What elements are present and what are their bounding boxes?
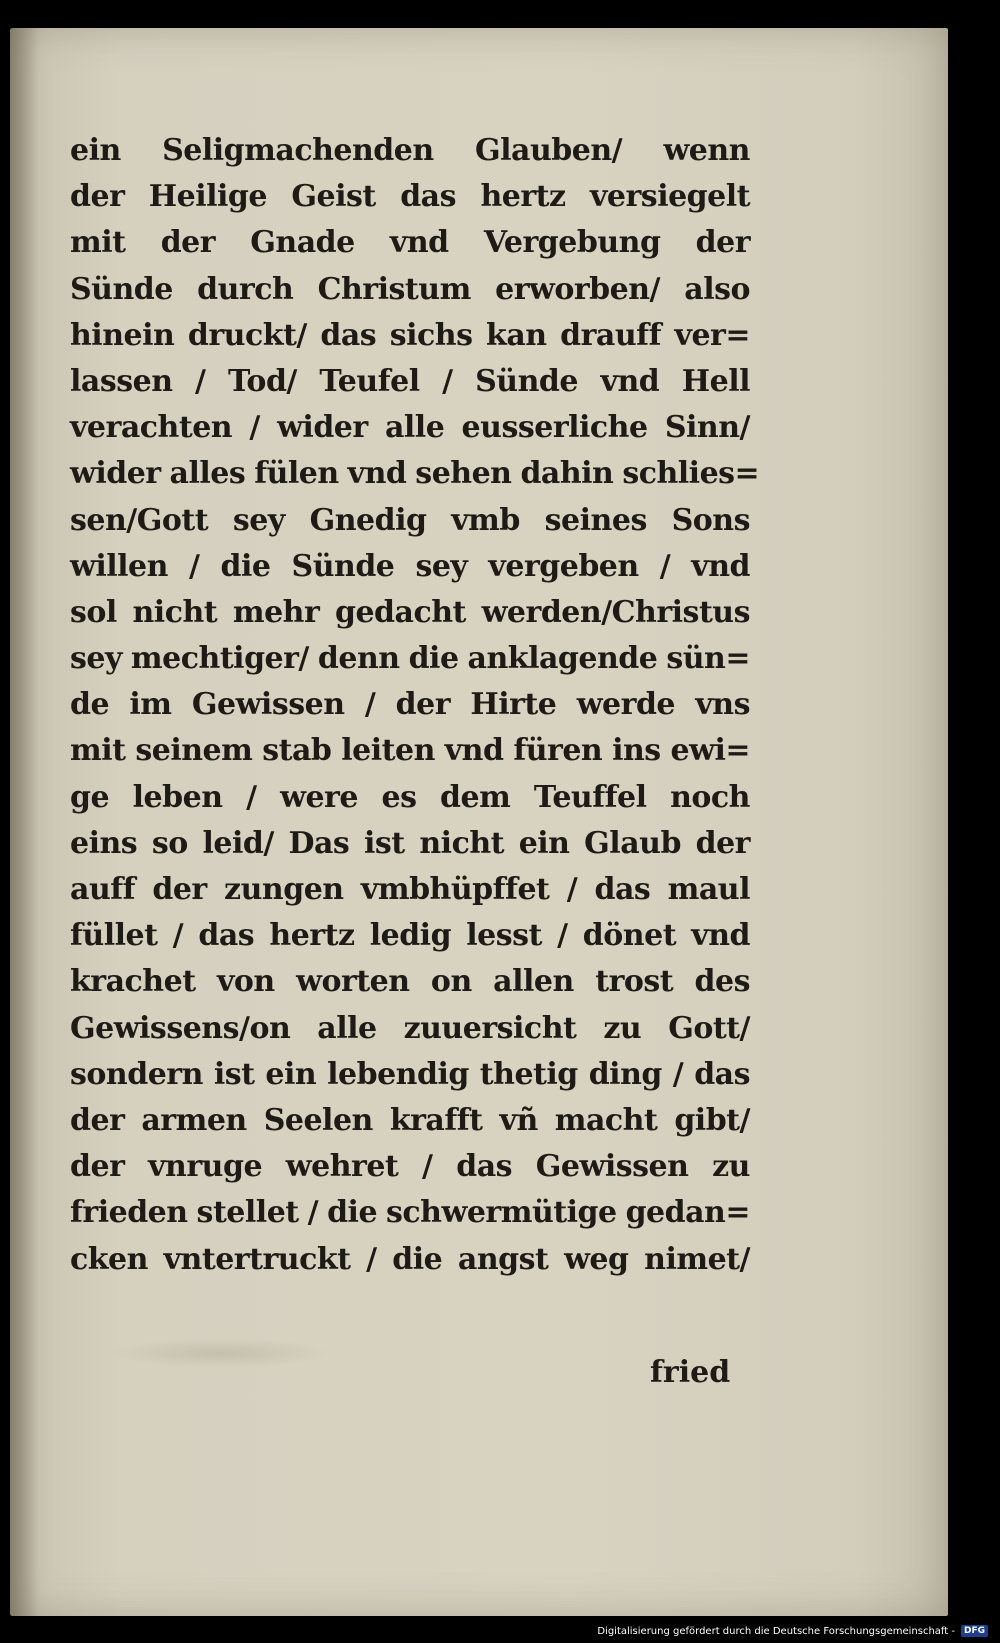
text-line: der Heilige Geist das hertz versiegelt <box>70 179 750 215</box>
text-line: auff der zungen vmbhüpffet / das maul <box>70 872 750 907</box>
text-line: sondern ist ein lebendig thetig ding / das <box>70 1056 750 1092</box>
dfg-logo: DFG <box>961 1625 988 1637</box>
text-line: mit seinem stab leiten vnd füren ins ewi= <box>70 733 750 769</box>
text-line: lassen / Tod/ Teufel / Sünde vnd Hell <box>70 363 750 399</box>
text-line: Gewissens/on alle zuuersicht zu Gott/ <box>70 1010 750 1046</box>
show-through-ink <box>110 1338 330 1368</box>
text-line: sen/Gott sey Gnedig vmb seines Sons <box>70 502 750 538</box>
text-block <box>70 128 760 1283</box>
credit-text: Digitalisierung gefördert durch die Deutsche Forschungsgemeinschaft - <box>597 1625 955 1637</box>
text-line: eins so leid/ Das ist nicht ein Glaub der <box>70 825 750 861</box>
text-line: füllet / das hertz ledig lesst / dönet vnd <box>70 918 750 954</box>
text-line: der vnruge wehret / das Gewissen zu <box>70 1149 750 1185</box>
text-line: sol nicht mehr gedacht werden/Christus <box>70 594 750 630</box>
text-line: der armen Seelen krafft vñ macht gibt/ <box>70 1102 750 1138</box>
text-line: Sünde durch Christum erworben/ also <box>70 271 750 307</box>
catchword: fried <box>650 1355 731 1390</box>
text-line: wider alles fülen vnd sehen dahin schlies= <box>70 456 760 492</box>
page-gutter-shadow <box>10 28 38 1616</box>
text-line: de im Gewissen / der Hirte werde vns <box>70 687 750 723</box>
text-line: mit der Gnade vnd Vergebung der <box>70 225 750 261</box>
text-line: ein Seligmachenden Glauben/ wenn <box>70 133 750 168</box>
digitization-credit <box>597 1621 988 1641</box>
text-line: ge leben / were es dem Teuffel noch <box>70 779 750 815</box>
text-line: krachet von worten on allen trost des <box>70 964 750 1000</box>
text-line: cken vntertruckt / die angst weg nimet/ <box>70 1241 750 1277</box>
book-page <box>10 28 948 1616</box>
text-line: hinein druckt/ das sichs kan drauff ver= <box>70 317 750 353</box>
text-line: willen / die Sünde sey vergeben / vnd <box>70 548 750 584</box>
text-line: frieden stellet / die schwermütige gedan= <box>70 1195 750 1231</box>
text-line: verachten / wider alle eusserliche Sinn/ <box>70 410 750 446</box>
text-line: sey mechtiger/ denn die anklagende sün= <box>70 641 750 677</box>
